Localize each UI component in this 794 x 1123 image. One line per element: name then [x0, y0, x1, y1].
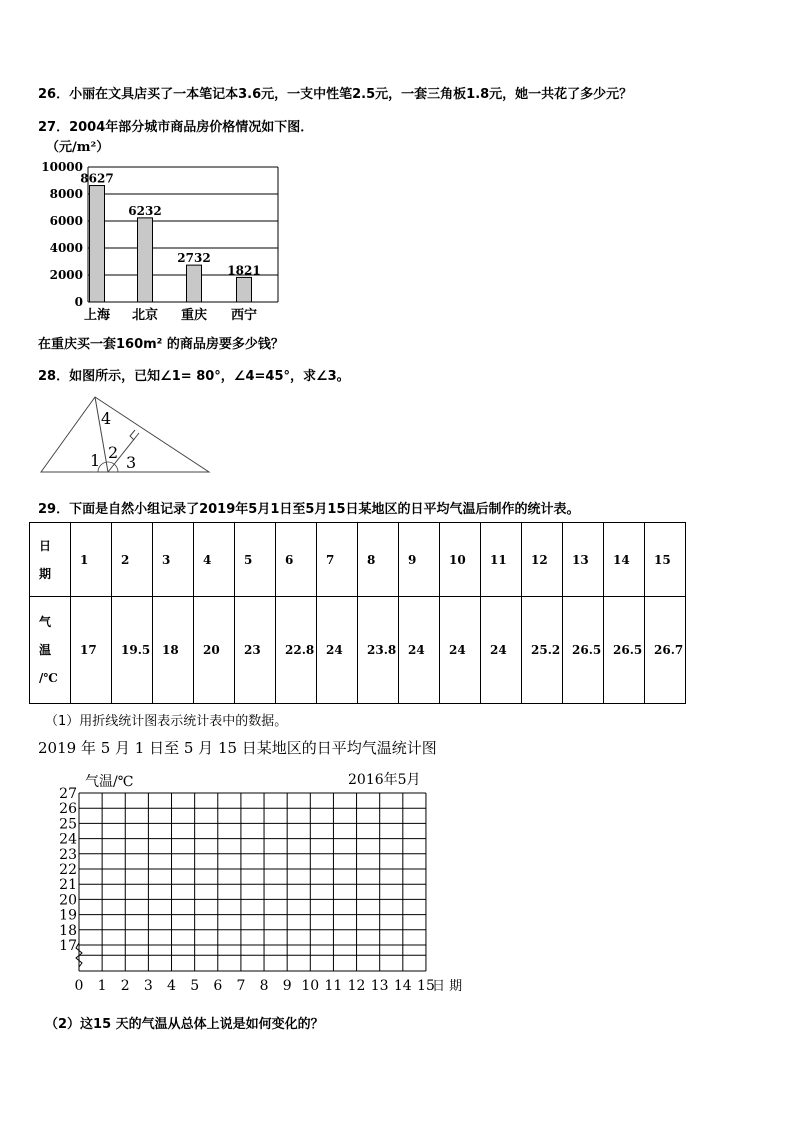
- table-cell-temp: 23: [235, 597, 276, 704]
- table-cell-temp: 26.5: [604, 597, 645, 704]
- line-x-tick: 15: [417, 978, 435, 994]
- question-28: 28．如图所示，已知∠1= 80°，∠4=45°，求∠3。: [38, 369, 350, 384]
- bar-category-label: 西宁: [230, 308, 258, 323]
- table-cell-temp: 24: [440, 597, 481, 704]
- question-29-part2: （2）这15 天的气温从总体上说是如何变化的？: [45, 1017, 324, 1032]
- table-cell-day: 1: [71, 523, 112, 597]
- line-y-tick: 20: [59, 892, 77, 909]
- row-label-temp-char: 温: [39, 643, 52, 657]
- line-x-tick: 9: [282, 978, 292, 994]
- question-29-part1: （1）用折线统计图表示统计表中的数据。: [45, 714, 288, 729]
- row-label-temp-char: /℃: [39, 671, 58, 685]
- line-x-tick: 0: [74, 978, 84, 994]
- row-label-date: [30, 523, 71, 597]
- row-label-temp-char: 气: [39, 615, 52, 629]
- line-y-tick: 24: [59, 831, 77, 848]
- row-label-date-char: 日: [39, 538, 52, 553]
- table-cell-day: 4: [194, 523, 235, 597]
- line-x-tick: 11: [324, 978, 343, 994]
- table-cell-day: 15: [645, 523, 686, 597]
- angle-label-1: 1: [90, 451, 101, 470]
- table-cell-temp: 24: [481, 597, 522, 704]
- table-cell-day: 10: [440, 523, 481, 597]
- table-row-days: [30, 523, 686, 597]
- table-cell-temp: 20: [194, 597, 235, 704]
- question-26: 26．小丽在文具店买了一本笔记本3.6元，一支中性笔2.5元，一套三角板1.8元，她一共花了多少元？: [38, 87, 633, 102]
- table-cell-temp: 26.7: [645, 597, 686, 704]
- angle-label-3: 3: [126, 453, 137, 472]
- table-cell-day: 11: [481, 523, 522, 597]
- line-y-tick: 23: [59, 846, 77, 863]
- bar-value-label: 1821: [227, 263, 261, 278]
- line-x-tick: 3: [143, 978, 153, 994]
- table-cell-day: 8: [358, 523, 399, 597]
- line-x-tick: 8: [259, 978, 269, 994]
- table-cell-day: 12: [522, 523, 563, 597]
- bar-value-label: 8627: [80, 171, 114, 186]
- table-cell-day: 6: [276, 523, 317, 597]
- row-label-date-char: 期: [39, 566, 52, 581]
- bar-y-tick: 4000: [49, 241, 83, 255]
- bar-y-tick: 8000: [49, 187, 83, 201]
- angle-label-4: 4: [101, 409, 112, 428]
- line-y-tick: 19: [59, 907, 77, 924]
- temperature-table: [29, 522, 686, 704]
- table-row-temps: [30, 597, 686, 704]
- line-x-tick: 1: [97, 978, 107, 994]
- table-cell-temp: 24: [399, 597, 440, 704]
- line-x-tick: 12: [347, 978, 366, 994]
- table-cell-day: 3: [153, 523, 194, 597]
- line-x-tick: 7: [236, 978, 246, 994]
- table-cell-temp: 17: [71, 597, 112, 704]
- line-chart-grid: [38, 766, 483, 996]
- line-x-tick: 2: [120, 978, 130, 994]
- question-29: 29．下面是自然小组记录了2019年5月1日至5月15日某地区的日平均气温后制作的统计表。: [38, 502, 580, 517]
- line-x-tick: 13: [370, 978, 389, 994]
- line-y-tick: 26: [59, 801, 77, 818]
- table-cell-day: 9: [399, 523, 440, 597]
- line-y-tick: 27: [59, 786, 77, 802]
- triangle-outline: [41, 397, 209, 472]
- bar-y-tick: 6000: [49, 214, 83, 228]
- line-chart-month: 2016年5月: [348, 772, 421, 788]
- triangle-figure: [38, 392, 213, 477]
- line-y-tick: 17: [59, 938, 77, 954]
- table-cell-temp: 22.8: [276, 597, 317, 704]
- table-cell-temp: 19.5: [112, 597, 153, 704]
- bar-y-tick: 10000: [41, 160, 83, 174]
- table-cell-temp: 23.8: [358, 597, 399, 704]
- line-chart-title: 2019 年 5 月 1 日至 5 月 15 日某地区的日平均气温统计图: [38, 739, 437, 757]
- bar-category-label: 北京: [131, 308, 159, 323]
- line-x-tick: 14: [393, 978, 412, 994]
- line-y-tick: 21: [59, 877, 77, 894]
- bar: [138, 218, 153, 302]
- bar: [237, 277, 252, 302]
- table-cell-temp: 18: [153, 597, 194, 704]
- line-ylabel: 气温/℃: [85, 774, 134, 790]
- bar-value-label: 6232: [128, 203, 162, 218]
- question-27: 27．2004年部分城市商品房价格情况如下图．: [38, 120, 314, 135]
- table-cell-day: 5: [235, 523, 276, 597]
- row-label-temp: [30, 597, 71, 704]
- table-cell-day: 14: [604, 523, 645, 597]
- line-x-tick: 10: [301, 978, 320, 994]
- line-x-tick: 5: [190, 978, 200, 994]
- line-xlabel: 日 期: [431, 979, 463, 994]
- line-y-tick: 18: [59, 922, 77, 939]
- line-x-tick: 6: [213, 978, 223, 994]
- table-cell-day: 7: [317, 523, 358, 597]
- bar-category-label: 上海: [83, 308, 111, 323]
- bar: [90, 186, 105, 302]
- bar-y-tick: 2000: [49, 268, 83, 282]
- question-27-ask: 在重庆买一套160m² 的商品房要多少钱？: [38, 337, 284, 352]
- bar-value-label: 2732: [177, 251, 211, 266]
- angle-label-2: 2: [108, 443, 119, 462]
- table-cell-temp: 25.2: [522, 597, 563, 704]
- bar: [187, 265, 202, 302]
- line-y-tick: 25: [59, 816, 77, 833]
- line-y-tick: 22: [59, 862, 77, 878]
- bar-category-label: 重庆: [180, 308, 208, 323]
- bar-chart: [38, 136, 298, 332]
- table-cell-temp: 24: [317, 597, 358, 704]
- bar-chart-ylabel: （元/m²）: [46, 140, 110, 155]
- table-cell-temp: 26.5: [563, 597, 604, 704]
- line-x-tick: 4: [167, 978, 176, 994]
- bar-y-tick: 0: [74, 295, 83, 309]
- table-cell-day: 13: [563, 523, 604, 597]
- table-cell-day: 2: [112, 523, 153, 597]
